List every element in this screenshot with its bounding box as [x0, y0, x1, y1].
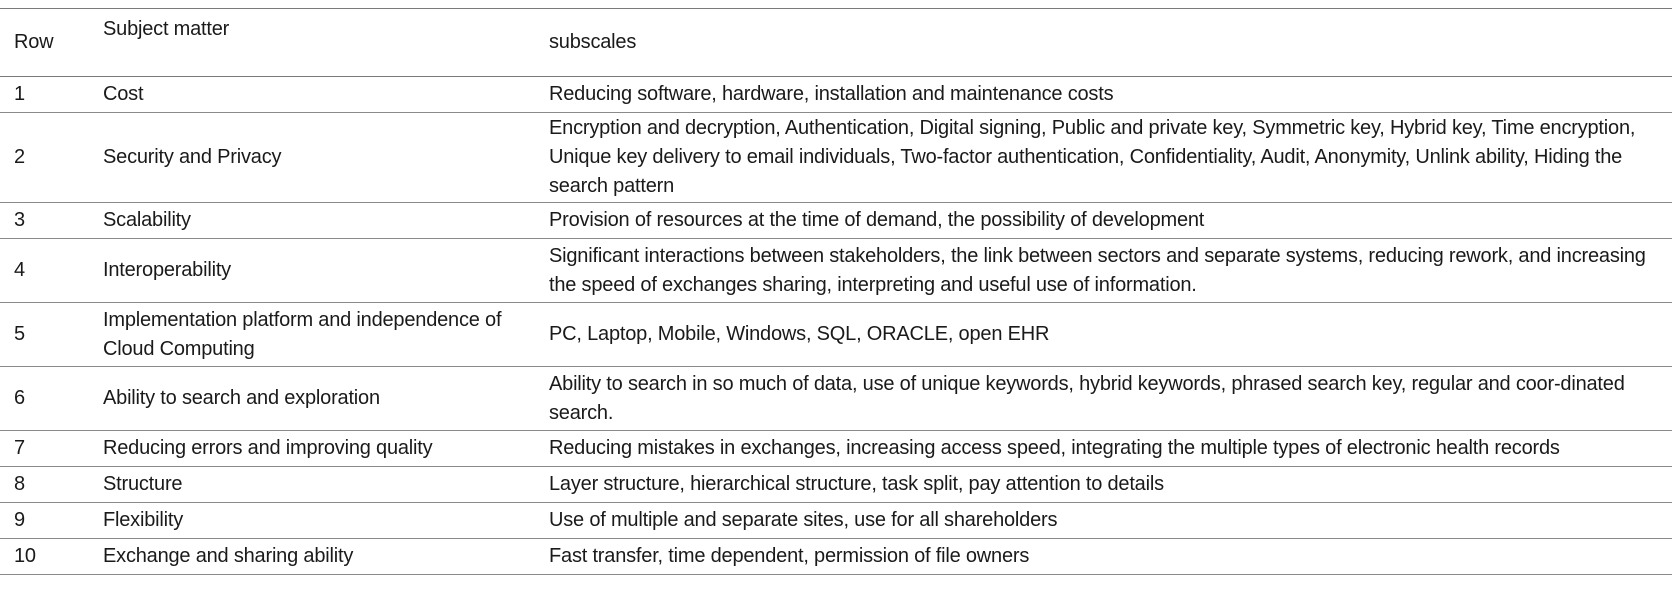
subscales-cell: Layer structure, hierarchical structure, task split, pay attention to details	[549, 473, 1164, 495]
subscales-cell: Provision of resources at the time of demand, the possibility of development	[549, 209, 1205, 231]
subscales-cell: Reducing mistakes in exchanges, increasing access speed, integrating the multiple types of electronic health records	[549, 437, 1560, 459]
subscales-cell: Significant interactions between stakeholders, the link between sectors and separate systems, reducing rework, and increasing the speed of exchanges sharing, interpreting and useful use of information.	[549, 244, 1646, 296]
subscales-cell: Fast transfer, time dependent, permission of file owners	[549, 545, 1030, 567]
column-header-subject: Subject matter	[103, 18, 230, 40]
subscales-cell: PC, Laptop, Mobile, Windows, SQL, ORACLE, open EHR	[549, 323, 1050, 345]
column-header-subscales: subscales	[549, 31, 637, 53]
subscales-cell: Use of multiple and separate sites, use for all shareholders	[549, 509, 1058, 531]
table-row	[0, 239, 1672, 303]
row-number: 9	[14, 509, 25, 531]
table-row	[0, 303, 1672, 367]
subject-cell: Ability to search and exploration	[103, 387, 380, 409]
table-row	[0, 467, 1672, 503]
subscales-cell: Encryption and decryption, Authentication, Digital signing, Public and private key, Symmetric key, Hybrid key, Time encryption, Unique key delivery to email individuals, Two-factor authentication, Confidentiality, Audit, Anonymity, Unlink ability, Hiding the search pattern	[549, 117, 1636, 197]
row-number: 10	[14, 545, 36, 567]
subject-cell: Structure	[103, 473, 183, 495]
table-header-row	[0, 9, 1672, 77]
table-row	[0, 431, 1672, 467]
subject-cell: Exchange and sharing ability	[103, 545, 354, 567]
row-number: 5	[14, 323, 25, 345]
row-number: 8	[14, 473, 25, 495]
row-number: 6	[14, 387, 25, 409]
subscales-cell: Ability to search in so much of data, use of unique keywords, hybrid keywords, phrased search key, regular and coor-dinated search.	[549, 372, 1625, 424]
table-row	[0, 367, 1672, 431]
subscales-table	[0, 8, 1672, 575]
subject-cell: Interoperability	[103, 259, 231, 281]
row-number: 2	[14, 146, 25, 168]
column-header-row: Row	[14, 31, 54, 53]
subscales-cell: Reducing software, hardware, installation and maintenance costs	[549, 83, 1114, 105]
subject-cell: Reducing errors and improving quality	[103, 437, 433, 459]
table-row	[0, 503, 1672, 539]
subject-cell: Scalability	[103, 209, 191, 231]
row-number: 1	[14, 83, 25, 105]
table-row	[0, 113, 1672, 203]
subject-cell: Security and Privacy	[103, 146, 282, 168]
table-row	[0, 203, 1672, 239]
table-row	[0, 539, 1672, 575]
table-row	[0, 77, 1672, 113]
row-number: 4	[14, 259, 25, 281]
subject-cell: Implementation platform and independence of Cloud Computing	[103, 308, 502, 360]
subject-cell: Cost	[103, 83, 144, 105]
subject-cell: Flexibility	[103, 509, 184, 531]
row-number: 3	[14, 209, 25, 231]
row-number: 7	[14, 437, 25, 459]
